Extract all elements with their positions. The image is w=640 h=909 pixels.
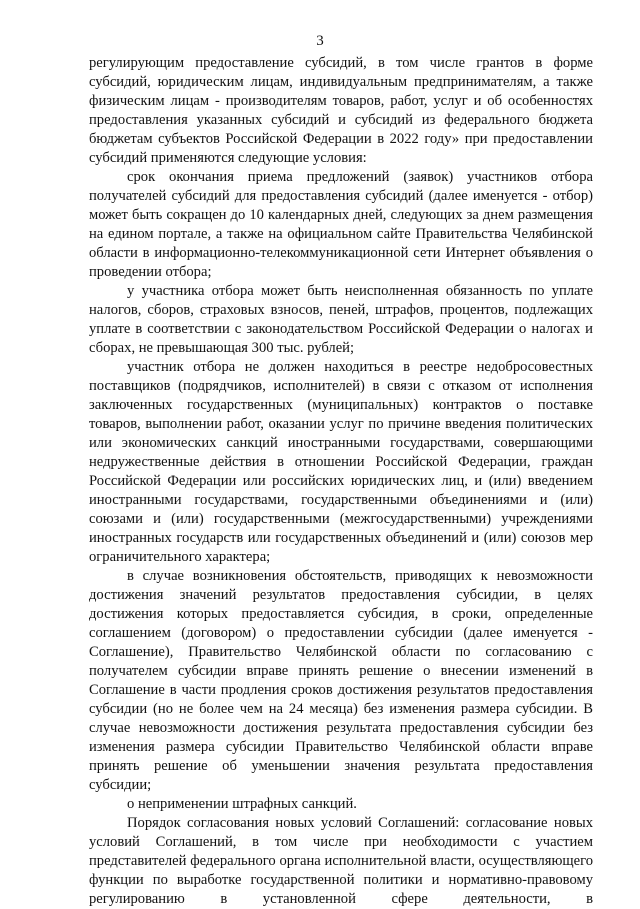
paragraph-circumstances-results: в случае возникновения обстоятельств, приводящих к невозможности достижения значений результатов предоставления субсидии, в целях достижения которых предоставляется субсидия, в сроки, определенные соглашением (договором) о предоставлении субсидии (далее именуется - Соглашение), Правительство Челябинской области по согласованию с получателем субсидии вправе принять решение о внесении изменений в Соглашение в части продления сроков достижения результатов предоставления субсидии (но не более чем на 24 месяца) без изменения размера субсидии. В случае невозможности достижения результата предоставления субсидии без изменения размера субсидии Правительство Челябинской области вправе принять решение об уменьшении значения результата предоставления субсидии; <box>89 568 593 793</box>
paragraph-unscrupulous-suppliers-registry: участник отбора не должен находиться в реестре недобросовестных поставщиков (подрядчиков, исполнителей) в связи с отказом от исполнения заключенных государственных (муниципальных) контрактов о поставке товаров, выполнении работ, оказании услуг по причине введения политических или экономических санкций иностранными государствами, совершающими недружественные действия в отношении Российской Федерации, граждан Российской Федерации или российских юридических лиц, и (или) введением иностранными государствами, государственными объединениями и (или) союзами и (или) государственными (межгосударственными) учреждениями иностранных государств или государственных объединений и (или) союзов мер ограничительного характера; <box>89 359 593 565</box>
document-body <box>89 54 593 909</box>
paragraph-selection-deadline: срок окончания приема предложений (заявок) участников отбора получателей субсидий для предоставления субсидий (далее именуется - отбор) может быть сокращен до 10 календарных дней, следующих за днем размещения на едином портале, а также на официальном сайте Правительства Челябинской области в информационно-телекоммуникационной сети Интернет объявления о проведении отбора; <box>89 169 593 280</box>
paragraph-no-penalties: о неприменении штрафных санкций. <box>127 796 357 812</box>
paragraph-conditions-intro: регулирующим предоставление субсидий, в том числе грантов в форме субсидий, юридическим лицам, индивидуальным предпринимателям, а также физическим лицам - производителям товаров, работ, услуг и об особенностях предоставления указанных субсидий и субсидий из федерального бюджета бюджетам субъектов Российской Федерации в 2022 году» при предоставлении субсидий применяются следующие условия: <box>89 55 593 166</box>
paragraph-tax-arrears: у участника отбора может быть неисполненная обязанность по уплате налогов, сборов, страховых взносов, пеней, штрафов, процентов, подлежащих уплате в соответствии с законодательством Российской Федерации о налогах и сборах, не превышающая 300 тыс. рублей; <box>89 283 593 356</box>
page-number: 3 <box>316 33 324 49</box>
paragraph-agreement-procedure: Порядок согласования новых условий Соглашений: согласование новых условий Соглашений, в том числе при необходимости с участием представителей федерального органа исполнительной власти, осуществляющего функции по выработке государственной политики и нормативно-правовому регулированию в установленной сфере деятельности, в <box>89 815 593 907</box>
